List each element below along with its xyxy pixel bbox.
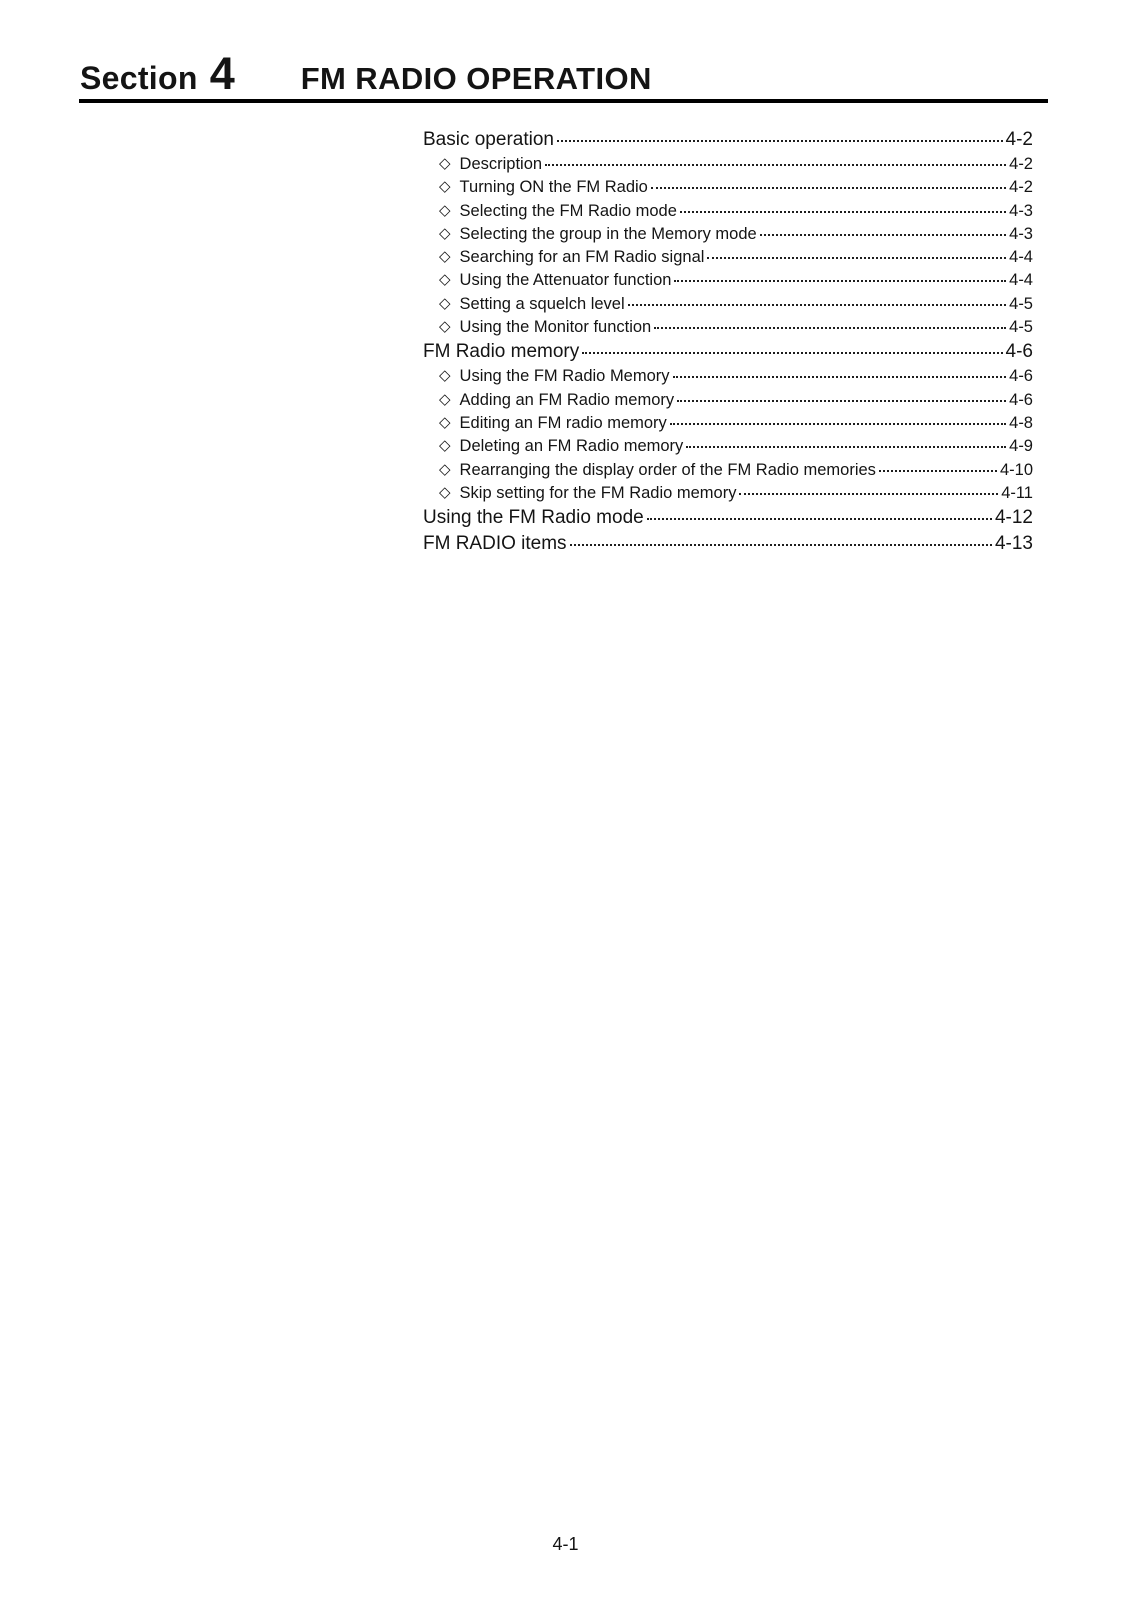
toc-entry-label: Skip setting for the FM Radio memory bbox=[459, 483, 737, 502]
toc-entry-label: Using the FM Radio Memory bbox=[459, 367, 670, 386]
dot-leader bbox=[545, 164, 1006, 166]
toc-entry[interactable] bbox=[423, 127, 1033, 153]
toc-page-number: 4-2 bbox=[1005, 129, 1033, 150]
dot-leader bbox=[686, 446, 1006, 448]
toc-entry-label: Rearranging the display order of the FM Radio memories bbox=[459, 460, 876, 479]
dot-leader bbox=[739, 493, 998, 495]
dot-leader bbox=[677, 400, 1006, 402]
toc-entry-label: Using the Attenuator function bbox=[459, 271, 672, 290]
toc-entry-label: FM RADIO items bbox=[423, 533, 567, 555]
dot-leader bbox=[673, 376, 1007, 378]
diamond-bullet-icon: ◇ bbox=[439, 178, 451, 196]
toc-entry-label: Deleting an FM Radio memory bbox=[459, 437, 684, 456]
toc-entry[interactable] bbox=[423, 365, 1033, 388]
toc-entry[interactable] bbox=[423, 200, 1033, 223]
dot-leader bbox=[707, 257, 1006, 259]
diamond-bullet-icon: ◇ bbox=[439, 224, 451, 242]
diamond-bullet-icon: ◇ bbox=[439, 155, 451, 172]
toc-entry[interactable] bbox=[423, 531, 1033, 557]
toc-entry[interactable] bbox=[423, 316, 1033, 339]
toc-entry-label: Searching for an FM Radio signal bbox=[459, 248, 705, 267]
dot-leader bbox=[674, 280, 1006, 282]
diamond-bullet-icon: ◇ bbox=[439, 367, 451, 385]
toc-entry[interactable] bbox=[423, 389, 1033, 412]
toc-entry[interactable] bbox=[423, 339, 1033, 365]
toc-page-number: 4-4 bbox=[1009, 248, 1033, 267]
toc-page-number: 4-2 bbox=[1009, 178, 1033, 197]
toc-page-number: 4-4 bbox=[1009, 271, 1033, 290]
dot-leader bbox=[680, 211, 1006, 213]
toc-entry-label: FM Radio memory bbox=[423, 341, 580, 363]
toc-page-number: 4-9 bbox=[1009, 437, 1033, 456]
section-label: Section bbox=[80, 60, 198, 96]
toc-entry-label: Selecting the group in the Memory mode bbox=[459, 224, 757, 243]
toc-entry[interactable] bbox=[423, 482, 1033, 505]
toc-page-number: 4-6 bbox=[1009, 390, 1033, 409]
dot-leader bbox=[879, 470, 997, 472]
toc-page-number: 4-3 bbox=[1009, 224, 1033, 243]
diamond-bullet-icon: ◇ bbox=[439, 483, 451, 501]
section-number: 4 bbox=[209, 48, 235, 99]
toc-page-number: 4-6 bbox=[1009, 367, 1033, 386]
toc-entry-label: Adding an FM Radio memory bbox=[459, 390, 675, 409]
toc-entry[interactable] bbox=[423, 176, 1033, 199]
toc-entry-label: Setting a squelch level bbox=[459, 294, 625, 313]
toc-entry-label: Selecting the FM Radio mode bbox=[459, 201, 677, 220]
toc-entry-label: Using the Monitor function bbox=[459, 318, 652, 337]
toc-page-number: 4-6 bbox=[1005, 341, 1033, 363]
diamond-bullet-icon: ◇ bbox=[439, 437, 451, 455]
toc-entry[interactable] bbox=[423, 153, 1033, 176]
dot-leader bbox=[557, 140, 1003, 142]
section-header bbox=[80, 48, 1048, 100]
toc-page-number: 4-11 bbox=[1001, 483, 1033, 502]
toc-entry[interactable] bbox=[423, 459, 1033, 482]
section-title: FM RADIO OPERATION bbox=[300, 61, 652, 96]
toc-entry-label: Basic operation bbox=[423, 129, 554, 150]
dot-leader bbox=[628, 304, 1006, 306]
diamond-bullet-icon: ◇ bbox=[439, 294, 451, 312]
diamond-bullet-icon: ◇ bbox=[439, 248, 451, 266]
toc-entry-label: Turning ON the FM Radio bbox=[459, 178, 648, 197]
header-rule bbox=[79, 99, 1048, 103]
toc-entry-label: Using the FM Radio mode bbox=[423, 507, 644, 529]
toc-page-number: 4-8 bbox=[1009, 413, 1033, 432]
toc-entry[interactable] bbox=[423, 435, 1033, 458]
diamond-bullet-icon: ◇ bbox=[439, 390, 451, 408]
toc-entry-label: Description bbox=[459, 155, 543, 173]
page-number: 4-1 bbox=[552, 1534, 579, 1554]
page-footer bbox=[0, 1534, 1131, 1555]
toc-page-number: 4-5 bbox=[1009, 294, 1033, 313]
toc-entry[interactable] bbox=[423, 505, 1033, 531]
dot-leader bbox=[570, 544, 992, 546]
toc-entry[interactable] bbox=[423, 223, 1033, 246]
dot-leader bbox=[654, 327, 1006, 329]
diamond-bullet-icon: ◇ bbox=[439, 201, 451, 219]
dot-leader bbox=[651, 187, 1006, 189]
toc-page-number: 4-10 bbox=[999, 460, 1033, 479]
toc-entry[interactable] bbox=[423, 269, 1033, 292]
toc-page-number: 4-3 bbox=[1009, 201, 1033, 220]
diamond-bullet-icon: ◇ bbox=[439, 460, 451, 478]
toc-entry[interactable] bbox=[423, 246, 1033, 269]
diamond-bullet-icon: ◇ bbox=[439, 318, 451, 336]
diamond-bullet-icon: ◇ bbox=[439, 271, 451, 289]
dot-leader bbox=[647, 518, 992, 520]
toc-page-number: 4-2 bbox=[1009, 155, 1033, 173]
dot-leader bbox=[582, 352, 1002, 354]
table-of-contents bbox=[423, 127, 1033, 557]
dot-leader bbox=[760, 234, 1006, 236]
toc-entry-label: Editing an FM radio memory bbox=[459, 413, 667, 432]
toc-entry[interactable] bbox=[423, 293, 1033, 316]
toc-page-number: 4-5 bbox=[1009, 318, 1033, 337]
toc-entry[interactable] bbox=[423, 412, 1033, 435]
diamond-bullet-icon: ◇ bbox=[439, 413, 451, 431]
toc-page-number: 4-13 bbox=[994, 533, 1033, 555]
dot-leader bbox=[670, 423, 1006, 425]
toc-page-number: 4-12 bbox=[994, 507, 1033, 529]
